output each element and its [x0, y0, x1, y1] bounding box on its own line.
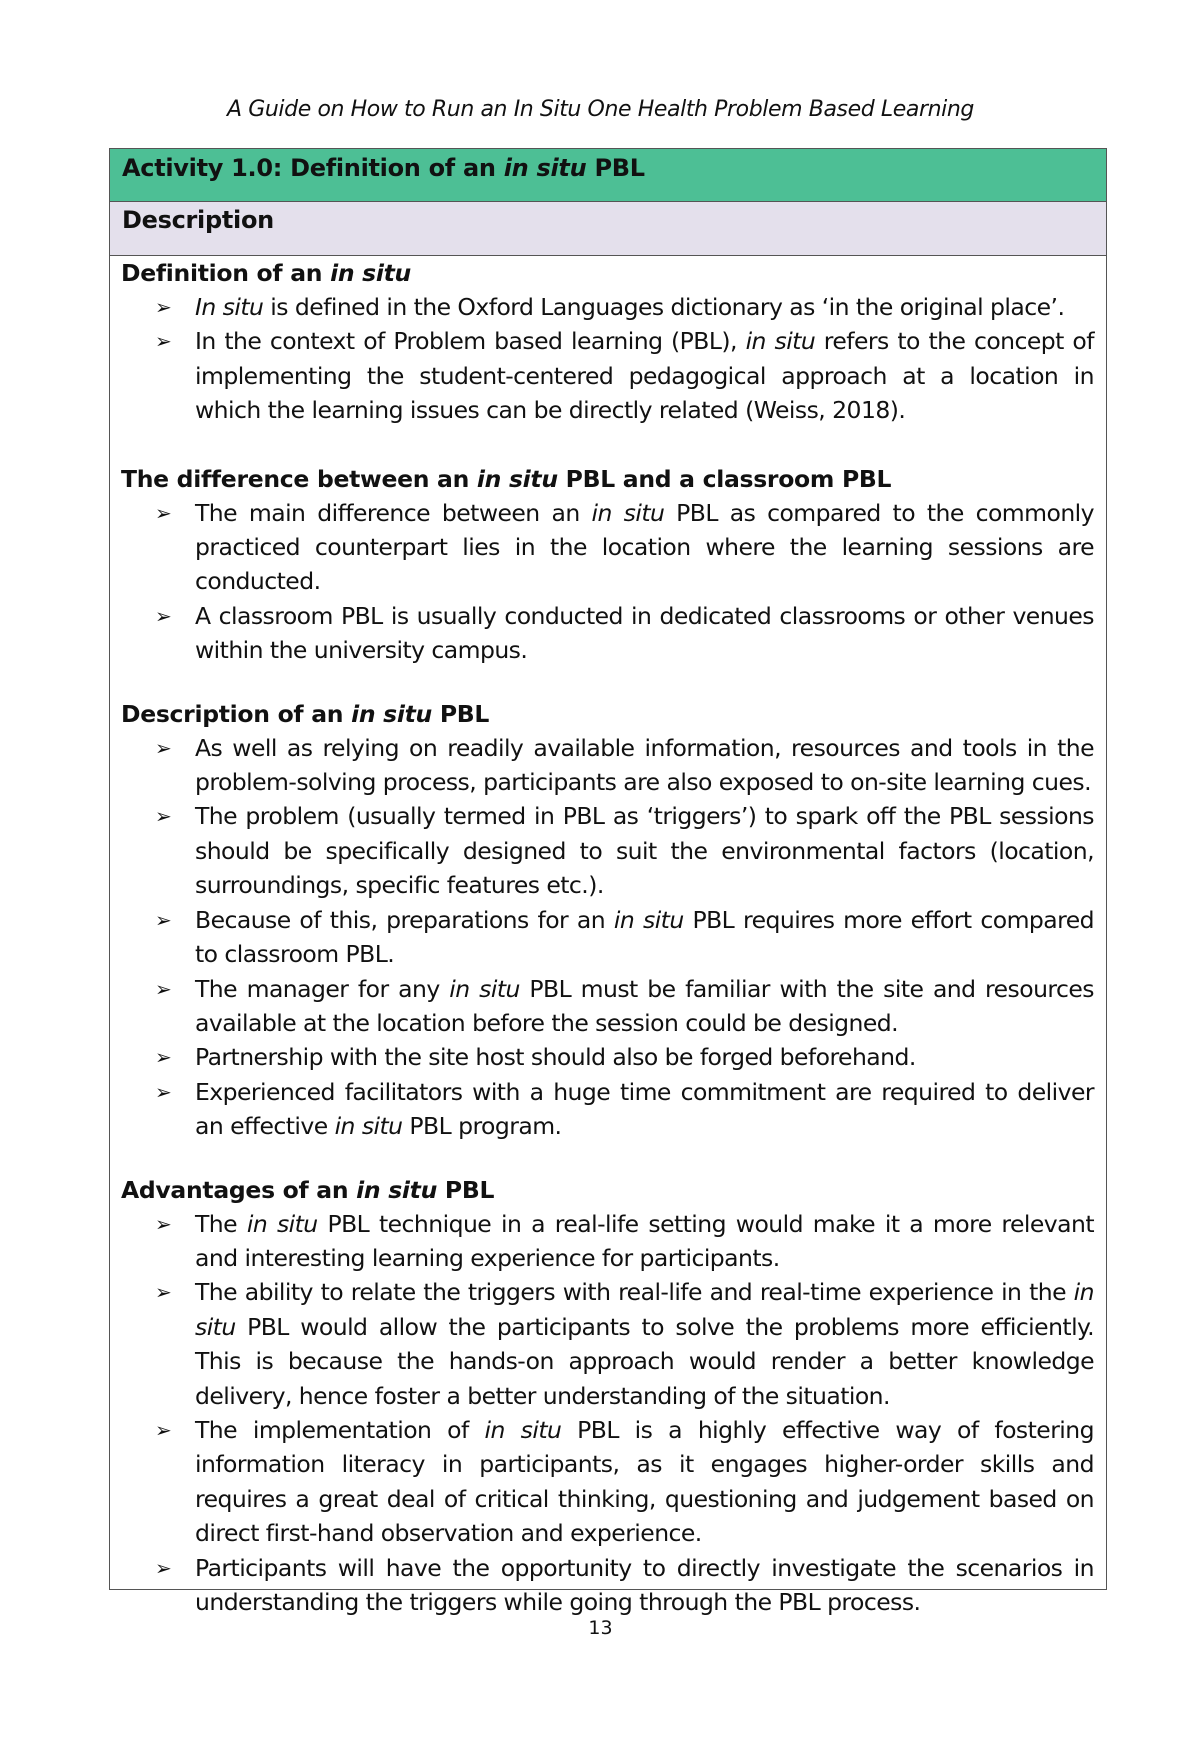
arrow-bullet-icon: ➢ [155, 603, 172, 628]
list-item [155, 1040, 1094, 1074]
list-item [155, 1551, 1094, 1620]
list-item [155, 972, 1094, 1041]
arrow-bullet-icon: ➢ [155, 907, 172, 932]
arrow-bullet-icon: ➢ [155, 1280, 172, 1305]
bullet-text: PBL technique in a real-life setting would make it a more relevant and interesting learning experience for participants. [195, 1209, 1094, 1272]
activity-title-suffix: PBL [586, 154, 645, 182]
italic-term: In situ [195, 293, 264, 321]
arrow-bullet-icon: ➢ [155, 1079, 172, 1104]
difference-heading [121, 462, 1094, 496]
list-item [155, 599, 1094, 668]
activity-table [109, 148, 1107, 1616]
italic-term: in situ [613, 905, 684, 934]
bullet-text: PBL requires more effort compared to classroom PBL. [195, 905, 1094, 969]
italic-term: in situ [334, 1112, 403, 1141]
italic-term: in situ [745, 327, 816, 356]
arrow-bullet-icon: ➢ [155, 804, 172, 829]
description-heading-italic: in situ [351, 699, 432, 728]
difference-list [121, 496, 1094, 668]
bullet-text: Experienced facilitators with a huge time commitment are required to deliver an effective [195, 1077, 1094, 1141]
description-heading-prefix: Description of an [121, 699, 352, 728]
advantages-heading [121, 1173, 1094, 1207]
activity-title-italic: in situ [503, 154, 587, 182]
bullet-text: The manager for any [195, 974, 450, 1003]
bullet-text: The implementation of [195, 1415, 485, 1444]
italic-term: in situ [246, 1209, 318, 1238]
bullet-text: is defined in the Oxford Languages dictionary as ‘in the original place’. [263, 293, 1065, 321]
description-list [121, 731, 1094, 1144]
list-item [155, 731, 1094, 800]
bullet-text: PBL program. [402, 1112, 562, 1141]
bullet-text: The [195, 1209, 247, 1238]
bullet-text: PBL would allow the participants to solve the problems more efficiently. This is because the hands-on approach would render a better knowledge delivery, hence foster a better understanding of the situation. [195, 1312, 1094, 1410]
running-header: A Guide on How to Run an In Situ One Health Problem Based Learning [227, 97, 974, 122]
description-label: Description [110, 202, 1106, 256]
list-item [155, 290, 1094, 324]
advantages-heading-suffix: PBL [437, 1175, 495, 1204]
definition-heading [121, 256, 1094, 290]
description-heading-suffix: PBL [431, 699, 490, 728]
activity-title [110, 149, 1106, 202]
italic-term: in situ [591, 498, 665, 527]
advantages-heading-italic: in situ [356, 1175, 438, 1204]
bullet-text: Participants will have the opportunity to directly investigate the scenarios in understanding the triggers while going through the PBL process. [195, 1553, 1094, 1616]
advantages-heading-prefix: Advantages of an [121, 1175, 357, 1204]
list-item [155, 799, 1094, 902]
bullet-text: In the context of Problem based learning (PBL), [195, 327, 746, 356]
definition-list [121, 290, 1094, 428]
bullet-text: PBL must be familiar with the site and resources available at the location before the session could be designed. [195, 974, 1094, 1037]
italic-term: in situ [484, 1415, 562, 1444]
list-item [155, 1275, 1094, 1413]
arrow-bullet-icon: ➢ [155, 295, 172, 319]
arrow-bullet-icon: ➢ [155, 1417, 172, 1442]
page-number: 13 [588, 1617, 613, 1639]
bullet-text: A classroom PBL is usually conducted in dedicated classrooms or other venues within the university campus. [195, 601, 1094, 665]
arrow-bullet-icon: ➢ [155, 976, 172, 1001]
list-item [155, 1413, 1094, 1551]
bullet-text: The main difference between an [195, 498, 592, 527]
difference-heading-prefix: The difference between an [121, 464, 477, 493]
arrow-bullet-icon: ➢ [155, 1045, 172, 1070]
difference-heading-italic: in situ [476, 464, 558, 493]
bullet-text: Because of this, preparations for an [195, 905, 614, 934]
bullet-text: The ability to relate the triggers with real-life and real-time experience in the [195, 1278, 1074, 1307]
difference-heading-suffix: PBL and a classroom PBL [557, 464, 892, 493]
bullet-text: PBL as compared to the commonly practiced counterpart lies in the location where the learning sessions are conducted. [195, 498, 1094, 596]
arrow-bullet-icon: ➢ [155, 1211, 172, 1236]
arrow-bullet-icon: ➢ [155, 500, 172, 525]
activity-content [110, 256, 1106, 1619]
italic-term: in situ [449, 974, 520, 1003]
advantages-list [121, 1207, 1094, 1620]
arrow-bullet-icon: ➢ [155, 329, 172, 354]
definition-heading-prefix: Definition of an [121, 259, 331, 287]
arrow-bullet-icon: ➢ [155, 735, 172, 760]
list-item [155, 496, 1094, 599]
list-item [155, 1207, 1094, 1276]
activity-title-prefix: Activity 1.0: Definition of an [122, 154, 504, 182]
bullet-text: As well as relying on readily available information, resources and tools in the problem-solving process, participants are also exposed to on-site learning cues. [195, 733, 1094, 797]
list-item [155, 1075, 1094, 1144]
bullet-text: Partnership with the site host should also be forged beforehand. [195, 1043, 916, 1072]
bullet-text: The problem (usually termed in PBL as ‘triggers’) to spark off the PBL sessions should be specifically designed to suit the environmental factors (location, surroundings, specific features etc.). [195, 802, 1094, 900]
list-item [155, 324, 1094, 427]
arrow-bullet-icon: ➢ [155, 1555, 172, 1580]
italic-term: in situ [195, 1278, 1094, 1341]
description-heading [121, 697, 1094, 731]
bullet-text: PBL is a highly effective way of fostering information literacy in participants, as it engages higher-order skills and requires a great deal of critical thinking, questioning and judgement based on direct first-hand observation and experience. [195, 1415, 1094, 1548]
definition-heading-italic: in situ [330, 259, 411, 287]
list-item [155, 903, 1094, 972]
bullet-text: refers to the concept of implementing the student-centered pedagogical approach at a location in which the learning issues can be directly related (Weiss, 2018). [195, 327, 1094, 425]
